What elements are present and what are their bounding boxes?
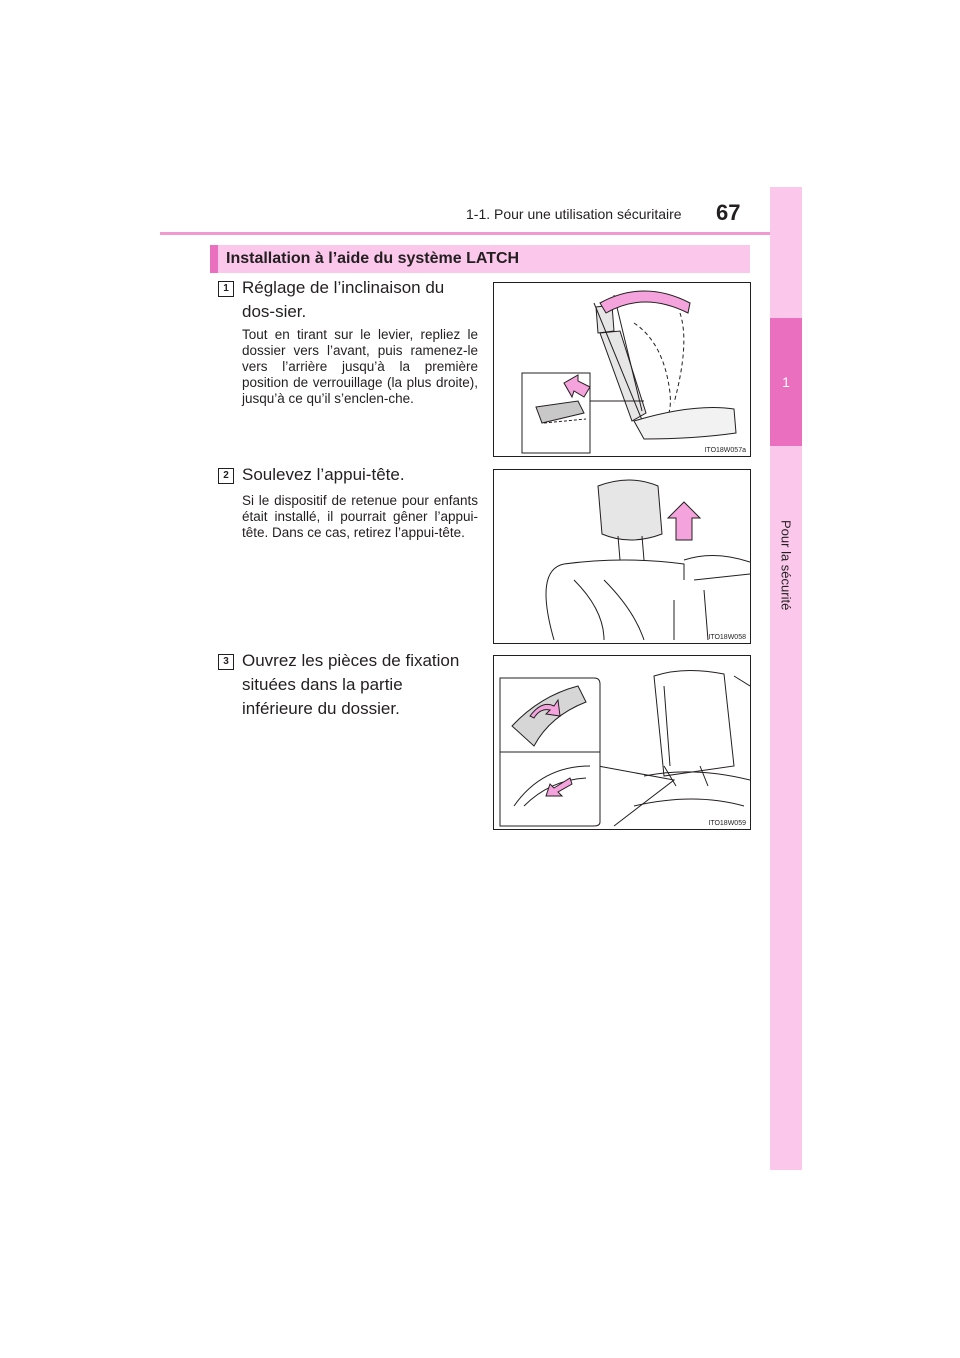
- chapter-number: 1: [782, 374, 790, 390]
- step-number-badge: 2: [218, 468, 234, 484]
- page-number: 67: [716, 200, 741, 225]
- figure-headrest-raise: [493, 469, 751, 644]
- headrest-raise-icon: [494, 470, 750, 643]
- step-title: Soulevez l’appui-tête.: [242, 465, 405, 484]
- section-heading-text: Installation à l’aide du système LATCH: [226, 250, 520, 267]
- figure-code: ITO18W057a: [704, 447, 746, 454]
- step-number-badge: 3: [218, 654, 234, 670]
- figure-code: ITO18W058: [708, 634, 746, 641]
- figure-anchor-covers: [493, 655, 751, 830]
- figure-code: ITO18W059: [708, 820, 746, 827]
- heading-accent: [210, 245, 218, 273]
- step-title: Réglage de l’inclinaison du dos-sier.: [242, 278, 445, 321]
- step-body: Tout en tirant sur le levier, repliez le dossier vers l’avant, puis ramenez-le vers l’arrière jusqu’à la première position de verrouillage (la plus droite), jusqu’à ce qu’il s’enclen-che.: [242, 327, 478, 406]
- anchor-covers-icon: [494, 656, 750, 829]
- section-path: 1-1. Pour une utilisation sécuritaire: [466, 206, 682, 222]
- step-body: Si le dispositif de retenue pour enfants était installé, il pourrait gêner l’appui-tête. Dans ce cas, retirez l’appui-tête.: [242, 493, 478, 540]
- section-heading: [210, 245, 750, 273]
- seatback-recline-icon: [494, 283, 750, 456]
- step-number-badge: 1: [218, 281, 234, 297]
- figure-seatback-recline: [493, 282, 751, 457]
- chapter-label: Pour la sécurité: [778, 520, 794, 611]
- header-rule: [160, 232, 800, 235]
- step-title: Ouvrez les pièces de fixation situées dans la partie inférieure du dossier.: [242, 651, 460, 718]
